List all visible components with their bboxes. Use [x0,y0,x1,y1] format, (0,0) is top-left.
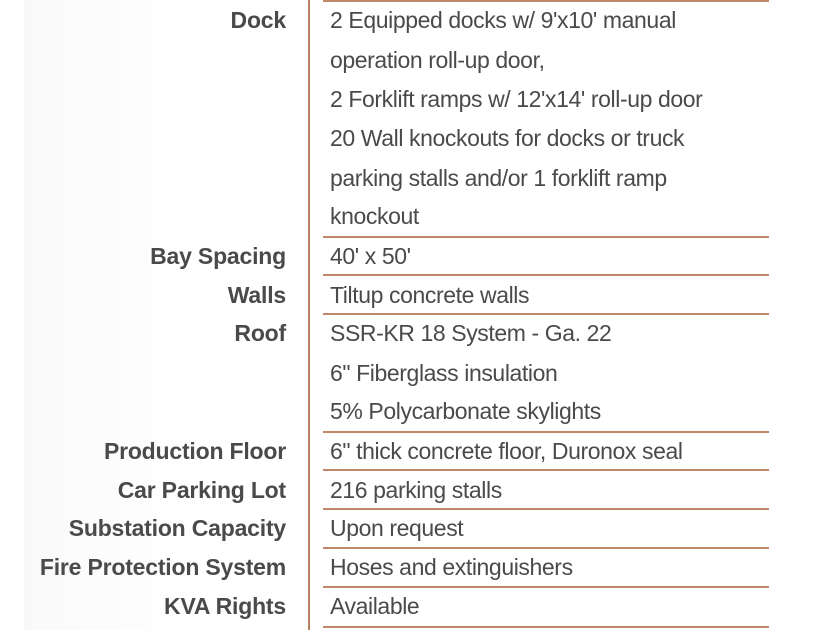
walls-value: Tiltup concrete walls [330,282,530,308]
fire-protection-system-value: Hoses and extinguishers [330,554,573,580]
dock-value-line-6: knockout [330,203,419,229]
row-divider [323,547,769,549]
row-label-dock: Dock [230,7,286,33]
row-label-kva-rights: KVA Rights [164,593,286,619]
row-label-roof: Roof [234,320,286,346]
dock-value-line-3: 2 Forklift ramps w/ 12'x14' roll-up door [330,86,703,112]
car-parking-lot-value: 216 parking stalls [330,477,502,503]
row-label-fire-protection-system: Fire Protection System [39,554,286,580]
roof-value-line-1: SSR-KR 18 System - Ga. 22 [330,320,612,346]
row-label-bay-spacing: Bay Spacing [150,243,286,269]
row-label-production-floor: Production Floor [103,438,286,464]
page-margin [0,0,24,630]
row-divider [323,586,769,588]
production-floor-value: 6" thick concrete floor, Duronox seal [330,438,683,464]
dock-value-line-5: parking stalls and/or 1 forklift ramp [330,165,667,191]
row-divider [323,431,769,433]
row-divider [323,469,769,471]
dock-value-line-4: 20 Wall knockouts for docks or truck [330,125,685,151]
row-divider [323,508,769,510]
row-divider [323,274,769,276]
dock-value-line-1: 2 Equipped docks w/ 9'x10' manual [330,7,676,33]
kva-rights-value: Available [330,593,420,619]
table-bottom-rule [323,626,769,628]
column-separator [308,0,310,630]
substation-capacity-value: Upon request [330,515,464,541]
roof-value-line-3: 5% Polycarbonate skylights [330,398,601,424]
roof-value-line-2: 6" Fiberglass insulation [330,360,558,386]
row-divider [323,236,769,238]
row-divider [323,313,769,315]
table-top-rule [323,0,769,2]
dock-value-line-2: operation roll-up door, [330,47,545,73]
bay-spacing-value: 40' x 50' [330,243,411,269]
row-label-walls: Walls [227,282,286,308]
row-label-substation-capacity: Substation Capacity [68,515,286,541]
row-label-car-parking-lot: Car Parking Lot [117,477,286,503]
